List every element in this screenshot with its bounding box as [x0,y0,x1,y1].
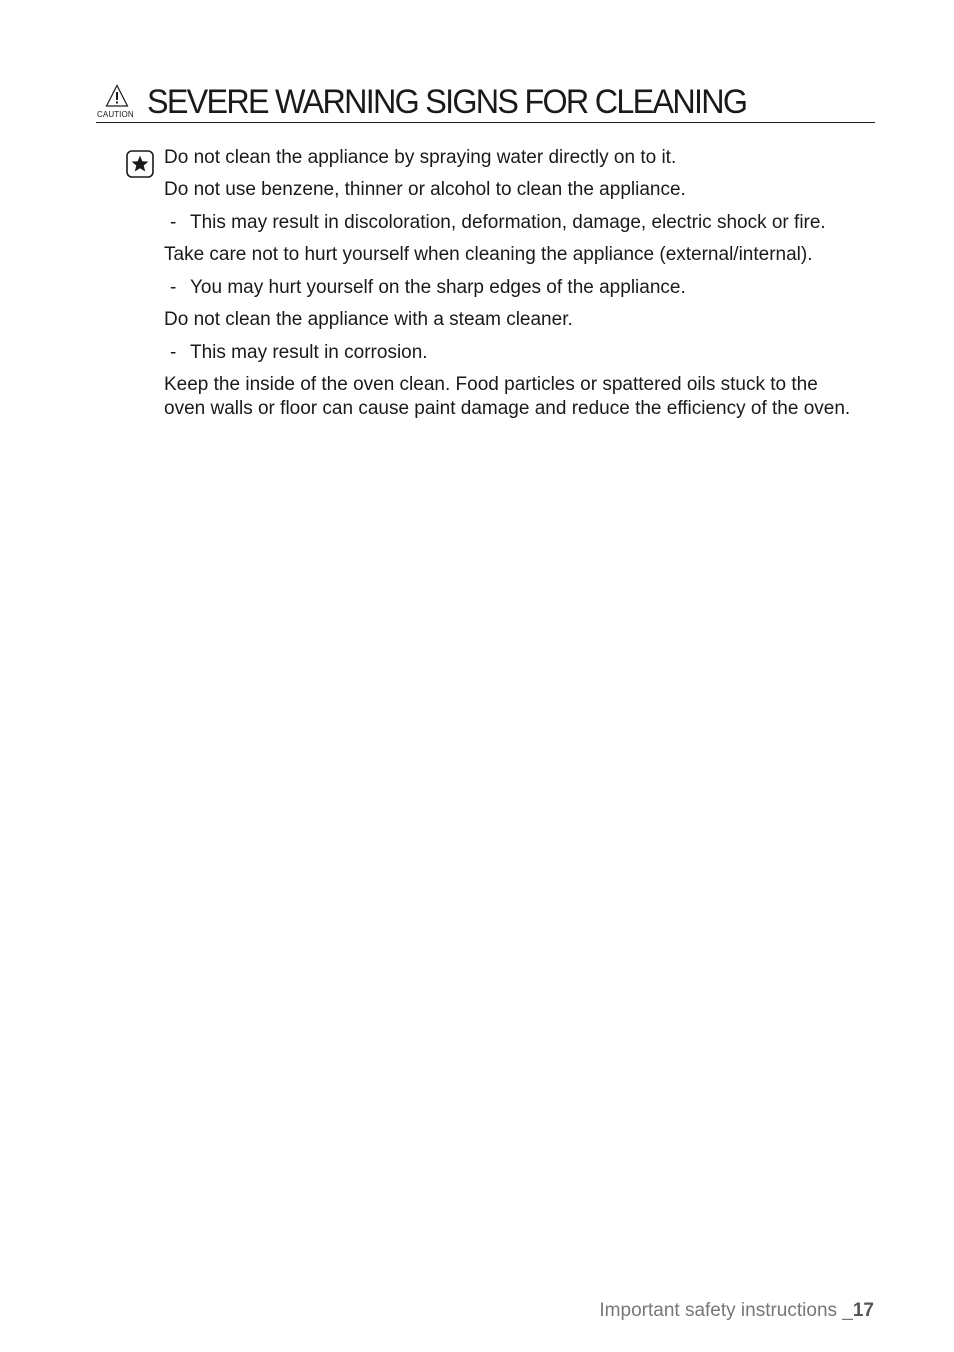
warning-item [164,373,864,421]
caution-label: CAUTION [97,110,134,119]
item-text: Take care not to hurt yourself when cleaning the appliance (external/internal). [164,244,813,265]
item-text: Do not use benzene, thinner or alcohol to clean the appliance. [164,179,686,200]
sub-item [164,211,864,235]
dash-bullet: - [170,342,177,363]
item-text: Do not clean the appliance by spraying water directly on to it. [164,147,677,168]
page-title: SEVERE WARNING SIGNS FOR CLEANING [147,83,747,121]
item-text: Keep the inside of the oven clean. Food particles or spattered oils stuck to the oven walls or floor can cause paint damage and reduce the efficiency of the oven. [164,374,851,419]
section-header [96,82,875,123]
page-number: 17 [852,1300,874,1321]
sub-item [164,341,864,365]
dash-bullet: - [170,277,177,298]
caution-triangle-icon [96,82,140,122]
warning-item [164,243,864,267]
warning-list [164,146,864,421]
item-text: This may result in corrosion. [190,342,428,363]
sub-item [164,276,864,300]
footer-label: Important safety instructions _ [599,1300,853,1321]
warning-item [164,178,864,202]
dash-bullet: - [170,212,177,233]
page-footer [599,1299,874,1323]
warning-item [164,308,864,332]
item-text: You may hurt yourself on the sharp edges of the appliance. [190,277,686,298]
item-text: Do not clean the appliance with a steam cleaner. [164,309,573,330]
item-text: This may result in discoloration, deformation, damage, electric shock or fire. [190,212,826,233]
star-box-icon [126,150,154,178]
warning-item [164,146,864,170]
